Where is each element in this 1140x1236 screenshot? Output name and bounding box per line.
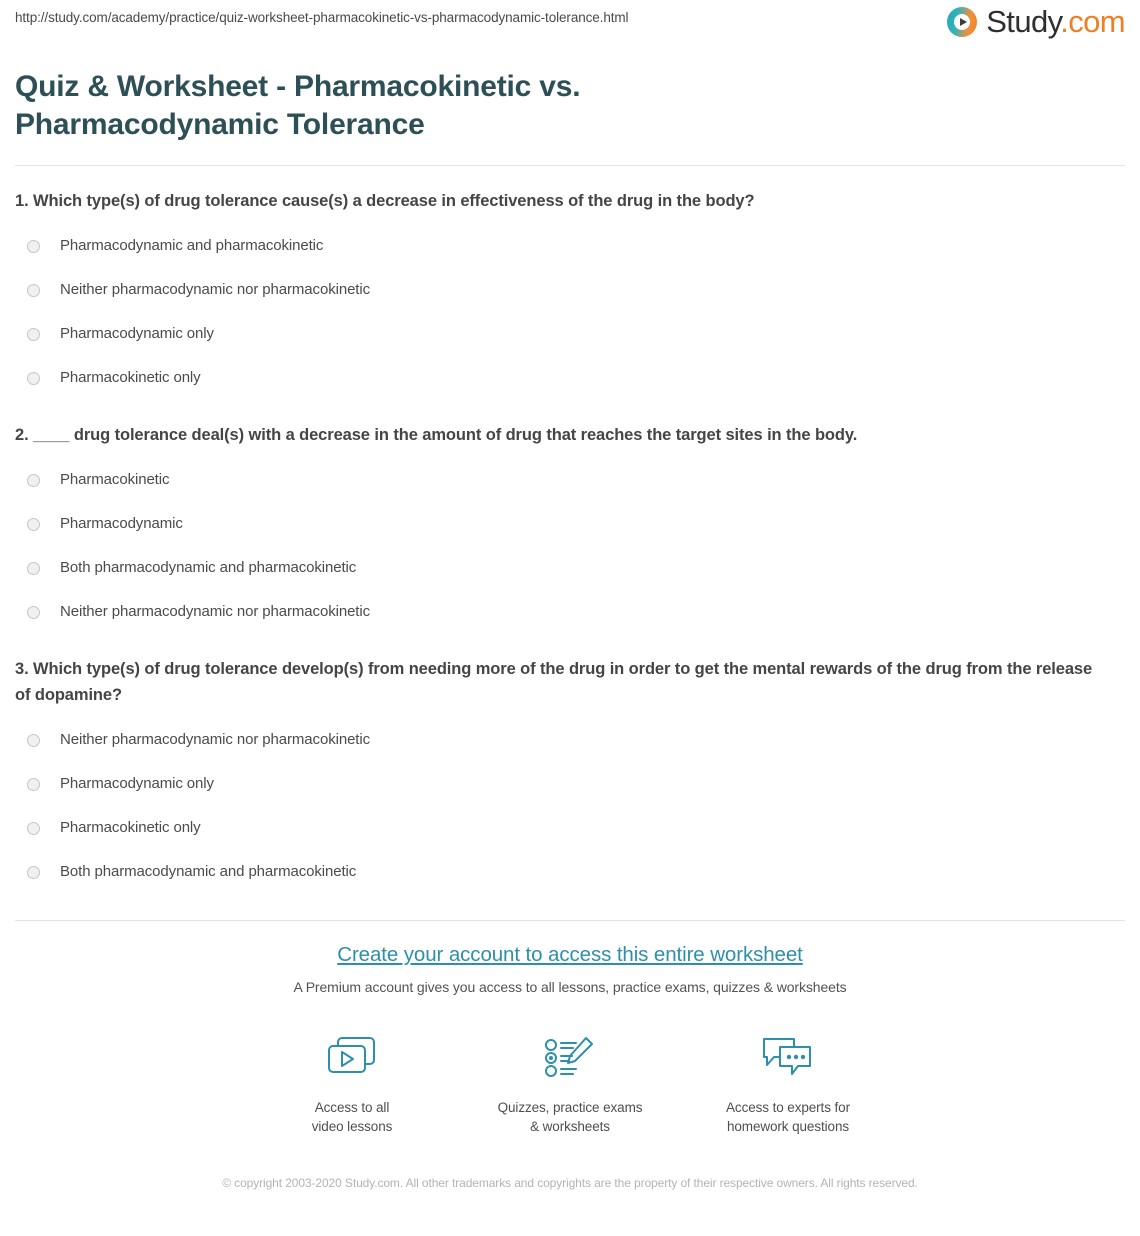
question-block-2 [15,422,1125,634]
brand-tld-text: .com [1060,4,1125,39]
quiz-pencil-icon [461,1027,679,1089]
radio-button-icon[interactable] [27,866,40,879]
brand-name [986,6,1125,37]
chat-bubbles-icon [679,1027,897,1089]
option-row[interactable] [15,268,1125,312]
radio-button-icon[interactable] [27,372,40,385]
option-row[interactable] [15,850,1125,894]
feature-label [679,1098,897,1136]
feature-label [243,1098,461,1136]
radio-button-icon[interactable] [27,778,40,791]
radio-button-icon[interactable] [27,562,40,575]
feature-label-line1: Access to experts for [726,1100,850,1115]
radio-button-icon[interactable] [27,284,40,297]
option-label: Pharmacodynamic only [60,775,214,792]
question-block-3 [15,656,1125,894]
radio-button-icon[interactable] [27,474,40,487]
brand-name-text: Study [986,4,1061,39]
option-row[interactable] [15,224,1125,268]
feature-label-line1: Access to all [314,1100,390,1115]
options-list-1 [15,224,1125,400]
radio-button-icon[interactable] [27,734,40,747]
question-text-1: 1. Which type(s) of drug tolerance cause(s) a decrease in effectiveness of the drug in the body? [15,192,755,210]
feature-label [461,1098,679,1136]
page-url: http://study.com/academy/practice/quiz-worksheet-pharmacokinetic-vs-pharmacodynamic-tolerance.html [15,10,629,25]
option-label: Both pharmacodynamic and pharmacokinetic [60,863,357,880]
options-list-3 [15,718,1125,894]
option-label: Neither pharmacodynamic nor pharmacokinetic [60,731,371,748]
features-row [15,1027,1125,1136]
option-label: Pharmacodynamic and pharmacokinetic [60,237,324,254]
option-row[interactable] [15,458,1125,502]
option-label: Pharmacokinetic [60,471,170,488]
question-text-3: 3. Which type(s) of drug tolerance develop(s) from needing more of the drug in order to get the mental rewards of the drug from the release of dopamine? [15,660,1093,704]
radio-button-icon[interactable] [27,606,40,619]
option-label: Pharmacodynamic [60,515,183,532]
copyright-notice: © copyright 2003-2020 Study.com. All other trademarks and copyrights are the property of their respective owners. All rights reserved. [222,1176,918,1190]
video-lessons-icon [243,1027,461,1089]
option-label: Neither pharmacodynamic nor pharmacokinetic [60,281,371,298]
option-label: Pharmacokinetic only [60,369,201,386]
options-list-2 [15,458,1125,634]
option-row[interactable] [15,356,1125,400]
feature-label-line1: Quizzes, practice exams [497,1100,643,1115]
option-row[interactable] [15,590,1125,634]
study-com-logo[interactable] [947,6,1125,37]
feature-quizzes-worksheets [461,1027,679,1136]
cta-subheading: A Premium account gives you access to all lessons, practice exams, quizzes & worksheets [293,979,847,995]
option-row[interactable] [15,762,1125,806]
feature-expert-help [679,1027,897,1136]
page-title: Quiz & Worksheet - Pharmacokinetic vs. Pharmacodynamic Tolerance [15,70,581,141]
question-text-2: 2. ____ drug tolerance deal(s) with a decrease in the amount of drug that reaches the target sites in the body. [15,426,858,444]
option-row[interactable] [15,806,1125,850]
create-account-cta [15,921,1125,1192]
play-circle-icon [947,7,977,37]
option-row[interactable] [15,312,1125,356]
option-label: Both pharmacodynamic and pharmacokinetic [60,559,357,576]
radio-button-icon[interactable] [27,240,40,253]
feature-video-lessons [243,1027,461,1136]
option-row[interactable] [15,502,1125,546]
option-row[interactable] [15,546,1125,590]
option-label: Pharmacodynamic only [60,325,214,342]
question-block-1 [15,188,1125,400]
feature-label-line2: & worksheets [530,1119,610,1134]
option-label: Pharmacokinetic only [60,819,201,836]
radio-button-icon[interactable] [27,328,40,341]
feature-label-line2: homework questions [726,1119,849,1134]
page-header [15,0,1125,58]
option-row[interactable] [15,718,1125,762]
radio-button-icon[interactable] [27,518,40,531]
create-account-link[interactable]: Create your account to access this entire worksheet [337,943,803,966]
questions-list [15,166,1125,894]
feature-label-line2: video lessons [311,1119,393,1134]
radio-button-icon[interactable] [27,822,40,835]
option-label: Neither pharmacodynamic nor pharmacokinetic [60,603,371,620]
